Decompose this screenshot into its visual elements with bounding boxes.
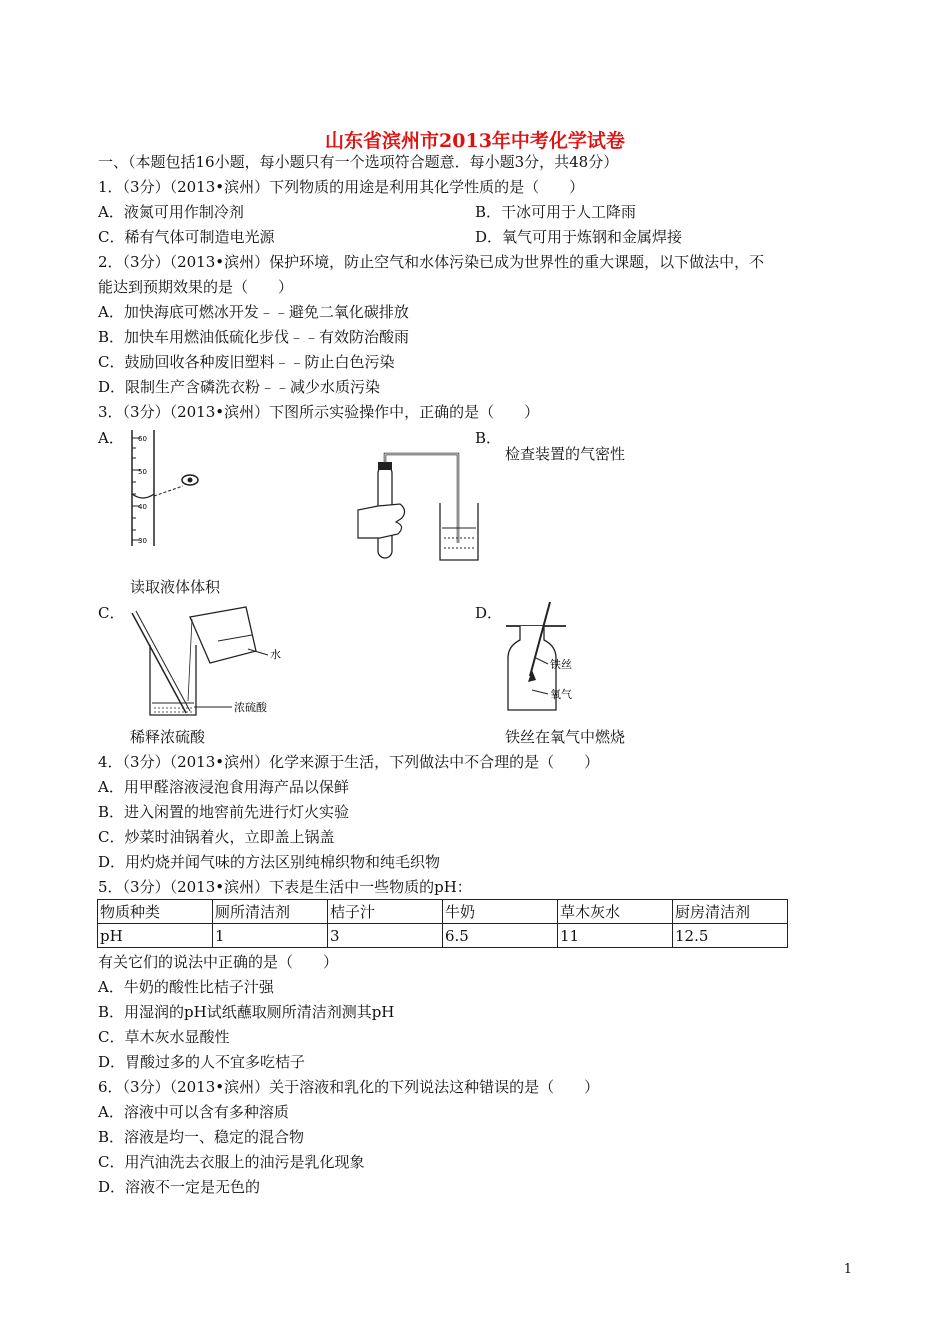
table-cell: 11 bbox=[558, 924, 673, 948]
figure-dilute-sulfuric-acid bbox=[128, 605, 298, 720]
q3-caption-d: 铁丝在氧气中燃烧 bbox=[505, 728, 626, 746]
label-iron-wire: 铁丝 bbox=[550, 658, 572, 671]
q1-option-b: B．干冰可用于人工降雨 bbox=[475, 203, 637, 221]
figure-graduated-cylinder bbox=[128, 428, 218, 553]
q5-option-d: D．胃酸过多的人不宜多吃桔子 bbox=[98, 1053, 306, 1071]
table-cell: 草木灰水 bbox=[558, 900, 673, 924]
q5-stem: 5．（3分）（2013•滨州）下表是生活中一些物质的pH： bbox=[98, 878, 472, 896]
table-cell: 3 bbox=[328, 924, 443, 948]
q2-option-b: B．加快车用燃油低硫化步伐﹣﹣有效防治酸雨 bbox=[98, 328, 410, 346]
label-water: 水 bbox=[270, 648, 281, 661]
cylinder-tick-50: 50 bbox=[138, 468, 147, 476]
hand-icon bbox=[358, 504, 405, 538]
q5-option-b: B．用湿润的pH试纸蘸取厕所清洁剂测其pH bbox=[98, 1003, 395, 1021]
q1-stem: 1．（3分）（2013•滨州）下列物质的用途是利用其化学性质的是（ ） bbox=[98, 178, 585, 196]
table-cell: 6.5 bbox=[443, 924, 558, 948]
q4-option-c: C．炒菜时油锅着火，立即盖上锅盖 bbox=[98, 828, 335, 846]
q1-option-c: C．稀有气体可制造电光源 bbox=[98, 228, 275, 246]
table-cell: 牛奶 bbox=[443, 900, 558, 924]
table-cell: 桔子汁 bbox=[328, 900, 443, 924]
cylinder-tick-40: 40 bbox=[138, 503, 147, 511]
table-row bbox=[98, 900, 788, 924]
cylinder-tick-30: 30 bbox=[138, 537, 147, 545]
q4-option-d: D．用灼烧并闻气味的方法区别纯棉织物和纯毛织物 bbox=[98, 853, 441, 871]
q6-option-b: B．溶液是均一、稳定的混合物 bbox=[98, 1128, 305, 1146]
q6-option-d: D．溶液不一定是无色的 bbox=[98, 1178, 261, 1196]
q1-option-a: A．液氮可用作制冷剂 bbox=[98, 203, 244, 221]
q4-stem: 4．（3分）（2013•滨州）化学来源于生活，下列做法中不合理的是（ ） bbox=[98, 753, 600, 771]
table-cell: 物质种类 bbox=[98, 900, 213, 924]
q5-after-table: 有关它们的说法中正确的是（ ） bbox=[98, 953, 339, 971]
q6-option-c: C．用汽油洗去衣服上的油污是乳化现象 bbox=[98, 1153, 365, 1171]
q5-option-c: C．草木灰水显酸性 bbox=[98, 1028, 230, 1046]
q3-caption-b: 检查装置的气密性 bbox=[505, 445, 626, 463]
exam-title: 山东省滨州市2013年中考化学试卷 bbox=[325, 130, 625, 152]
page-number: 1 bbox=[843, 1262, 852, 1277]
q2-option-d: D．限制生产含磷洗衣粉﹣﹣减少水质污染 bbox=[98, 378, 381, 396]
table-cell: 厨房清洁剂 bbox=[673, 900, 788, 924]
label-oxygen: 氧气 bbox=[550, 688, 572, 701]
q4-option-b: B．进入闲置的地窖前先进行灯火实验 bbox=[98, 803, 350, 821]
figure-iron-wire-oxygen bbox=[500, 600, 620, 720]
figure-airtightness-check bbox=[350, 448, 480, 568]
q6-option-a: A．溶液中可以含有多种溶质 bbox=[98, 1103, 289, 1121]
q2-option-c: C．鼓励回收各种废旧塑料﹣﹣防止白色污染 bbox=[98, 353, 395, 371]
q3-stem: 3．（3分）（2013•滨州）下图所示实验操作中，正确的是（ ） bbox=[98, 403, 540, 421]
table-cell: 1 bbox=[213, 924, 328, 948]
table-cell: pH bbox=[98, 924, 213, 948]
q5-option-a: A．牛奶的酸性比桔子汁强 bbox=[98, 978, 274, 996]
table-row bbox=[98, 924, 788, 948]
q3-label-b: B． bbox=[475, 429, 502, 447]
q3-label-d: D． bbox=[475, 604, 503, 622]
q3-label-a: A． bbox=[98, 429, 124, 447]
cylinder-tick-60: 60 bbox=[138, 435, 147, 443]
section-instructions: 一、（本题包括16小题，每小题只有一个选项符合题意．每小题3分，共48分） bbox=[98, 153, 619, 171]
q3-label-c: C． bbox=[98, 604, 125, 622]
q1-option-d: D．氧气可用于炼钢和金属焊接 bbox=[475, 228, 683, 246]
ph-table bbox=[97, 899, 788, 948]
table-cell: 厕所清洁剂 bbox=[213, 900, 328, 924]
label-conc-acid: 浓硫酸 bbox=[234, 701, 267, 714]
q4-option-a: A．用甲醛溶液浸泡食用海产品以保鲜 bbox=[98, 778, 349, 796]
q2-stem-line2: 能达到预期效果的是（ ） bbox=[98, 278, 294, 296]
table-cell: 12.5 bbox=[673, 924, 788, 948]
q2-option-a: A．加快海底可燃冰开发﹣﹣避免二氧化碳排放 bbox=[98, 303, 409, 321]
q3-caption-a: 读取液体体积 bbox=[130, 578, 221, 596]
q6-stem: 6．（3分）（2013•滨州）关于溶液和乳化的下列说法这种错误的是（ ） bbox=[98, 1078, 600, 1096]
q2-stem-line1: 2．（3分）（2013•滨州）保护环境，防止空气和水体污染已成为世界性的重大课题，以下做法中，不 bbox=[98, 253, 765, 271]
q3-caption-c: 稀释浓硫酸 bbox=[130, 728, 206, 746]
